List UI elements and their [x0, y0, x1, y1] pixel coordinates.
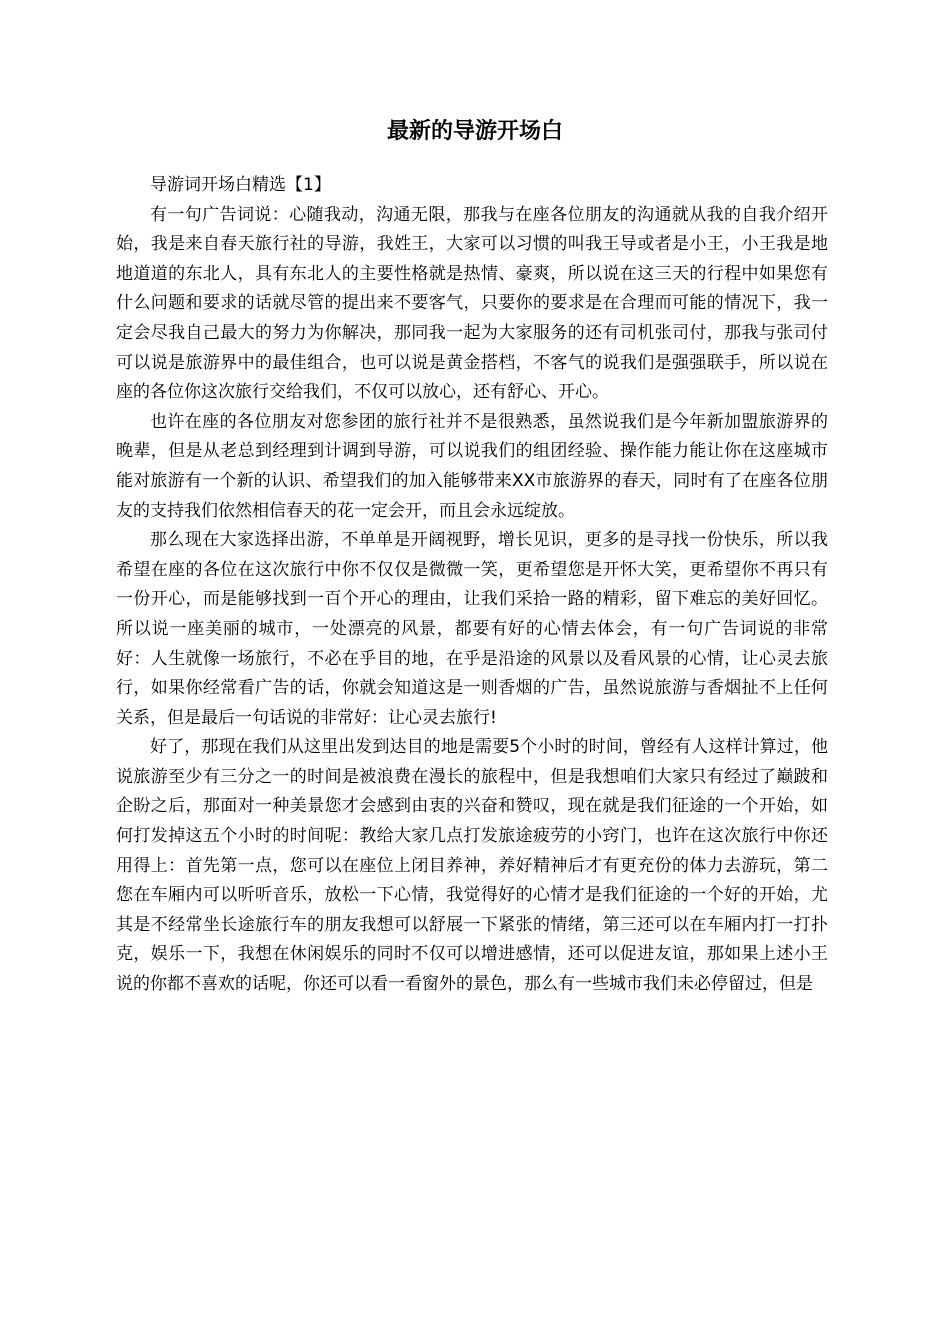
paragraph-3: 那么现在大家选择出游，不单单是开阔视野，增长见识，更多的是寻找一份快乐，所以我希望在座的各位在这次旅行中你不仅仅是微微一笑，更希望您是开怀大笑，更希望你不再只有一份开心，而是能够找到一百个开心的理由，让我们采拾一路的精彩，留下难忘的美好回忆。所以说一座美丽的城市，一处漂亮的风景，都要有好的心情去体会，有一句广告词说的非常好：人生就像一场旅行，不必在乎目的地，在乎是沿途的风景以及看风景的心情，让心灵去旅行，如果你经常看广告的话，你就会知道这是一则香烟的广告，虽然说旅游与香烟扯不上任何关系，但是最后一句话说的非常好：让心灵去旅行!	[116, 530, 828, 728]
paragraph-1: 有一句广告词说：心随我动，沟通无限，那我与在座各位朋友的沟通就从我的自我介绍开始，我是来自春天旅行社的导游，我姓王，大家可以习惯的叫我王导或者是小王，小王我是地地道道的东北人，具有东北人的主要性格就是热情、豪爽，所以说在这三天的行程中如果您有什么问题和要求的话就尽管的提出来不要客气，只要你的要求是在合理而可能的情况下，我一定会尽我自己最大的努力为你解决，那同我一起为大家服务的还有司机张司付，那我与张司付可以说是旅游界中的最佳组合，也可以说是黄金搭档，不客气的说我们是强强联手，所以说在座的各位你这次旅行交给我们，不仅可以放心，还有舒心、开心。	[116, 204, 828, 403]
document-title: 最新的导游开场白	[386, 119, 563, 144]
paragraph-2: 也许在座的各位朋友对您参团的旅行社并不是很熟悉，虽然说我们是今年新加盟旅游界的晚辈，但是从老总到经理到计调到导游，可以说我们的组团经验、操作能力能让你在这座城市能对旅游有一个新的认识、希望我们的加入能够带来XX市旅游界的春天，同时有了在座各位朋友的支持我们依然相信春天的花一定会开，而且会永远绽放。	[116, 411, 828, 521]
section-subheading: 导游词开场白精选【1】	[150, 175, 331, 195]
paragraph-4: 好了，那现在我们从这里出发到达目的地是需要5个小时的时间，曾经有人这样计算过，他说旅游至少有三分之一的时间是被浪费在漫长的旅程中，但是我想咱们大家只有经过了巅跛和企盼之后，那面对一种美景您才会感到由衷的兴奋和赞叹，现在就是我们征途的一个开始，如何打发掉这五个小时的时间呢：教给大家几点打发旅途疲劳的小窍门，也许在这次旅行中你还用得上：首先第一点，您可以在座位上闭目养神，养好精神后才有更充份的体力去游玩，第二您在车厢内可以听听音乐，放松一下心情，我觉得好的心情才是我们征途的一个好的开始，尤其是不经常坐长途旅行车的朋友我想可以舒展一下紧张的情绪，第三还可以在车厢内打一打扑克，娱乐一下，我想在休闲娱乐的同时不仅可以增进感情，还可以促进友谊，那如果上述小王说的你都不喜欢的话呢，你还可以看一看窗外的景色，那么有一些城市我们未必停留过，但是	[116, 737, 828, 995]
document-body	[116, 171, 828, 1000]
